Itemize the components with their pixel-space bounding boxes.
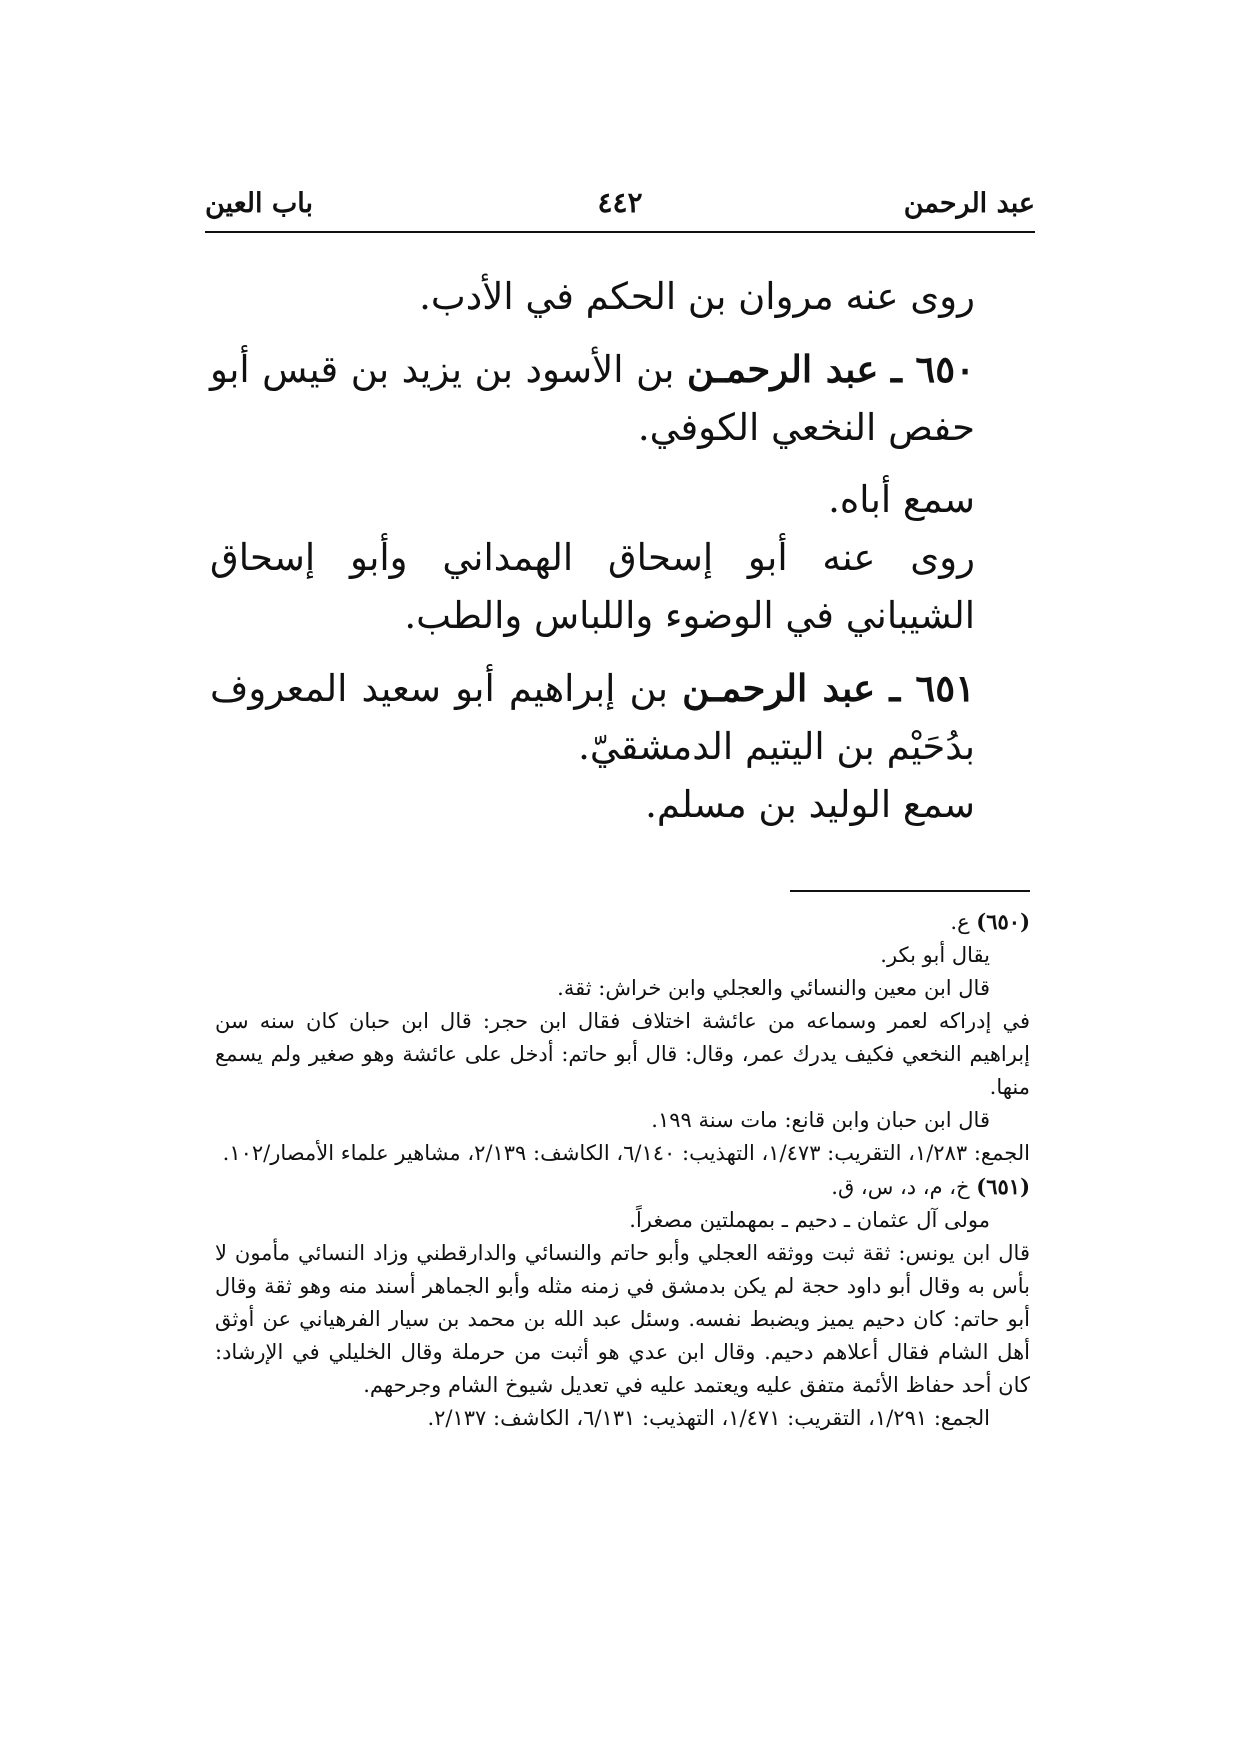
footnote-rule bbox=[790, 890, 1030, 892]
footnote-line: قال ابن يونس: ثقة ثبت ووثقه العجلي وأبو حاتم والنسائي والدارقطني وزاد النسائي مأمون لا بأس به وقال أبو داود حجة لم يكن بدمشق في زمنه مثله وأبو الجماهر أسند منه وهو ثقة وقال أبو حاتم: كان دحيم يميز ويضبط نفسه. وسئل عبد الله بن محمد بن سيار الفرهياني عن أوثق أهل الشام فقال أعلاهم دحيم. وقال ابن عدي هو أثبت من حرملة وقال الخليلي في الإرشاد: كان أحد حفاظ الأئمة متفق عليه ويعتمد عليه في تعديل شيوخ الشام وجرحهم. bbox=[215, 1241, 1030, 1397]
header-section-title: باب العين bbox=[205, 188, 314, 219]
footnote-code: ع. bbox=[950, 910, 977, 934]
header-rule bbox=[205, 231, 1035, 233]
entry-651-heard: سمع الوليد بن مسلم. bbox=[645, 783, 975, 826]
entry-650-narrated: روى عنه أبو إسحاق الهمداني وأبو إسحاق الشيباني في الوضوء واللباس والطب. bbox=[210, 536, 975, 637]
entry-name: عبد الرحمـن bbox=[682, 666, 876, 710]
footnote-line: الجمع: ١/٢٨٣، التقريب: ١/٤٧٣، التهذيب: ٦/١٤٠، الكاشف: ٢/١٣٩، مشاهير علماء الأمصار/١٠٢. bbox=[222, 1141, 1030, 1165]
entry-650-heard: سمع أباه. bbox=[828, 478, 975, 521]
entry-number: ٦٥٠ ـ bbox=[890, 347, 976, 391]
narration-line: روى عنه مروان بن الحكم في الأدب. bbox=[419, 275, 975, 318]
entry-lineage: بن الأسود بن يزيد بن قيس أبو حفص النخعي الكوفي. bbox=[210, 348, 975, 449]
entry-name: عبد الرحمـن bbox=[686, 347, 879, 391]
entry-number: ٦٥١ ـ bbox=[889, 666, 976, 710]
footnote-line: قال ابن معين والنسائي والعجلي وابن خراش: ثقة. bbox=[557, 976, 990, 1000]
footnote-651-header bbox=[215, 1170, 1030, 1204]
footnote-line: يقال أبو بكر. bbox=[880, 943, 990, 967]
footnote-line: في إدراكه لعمر وسماعه من عائشة اختلاف فقال ابن حجر: قال ابن حبان كان سنه سن إبراهيم النخعي فكيف يدرك عمر، وقال: قال أبو حاتم: أدخل على عائشة وهو صغير ولم يسمع منها. bbox=[215, 1009, 1030, 1099]
header-chapter-name: عبد الرحمن bbox=[903, 188, 1035, 219]
entry-651-heading bbox=[210, 659, 1035, 776]
entry-lineage: بن إبراهيم أبو سعيد المعروف بدُحَيْم بن اليتيم الدمشقيّ. bbox=[210, 667, 975, 768]
page-number: ٤٤٢ bbox=[597, 186, 643, 219]
footnote-marker: (٦٥١) bbox=[976, 1174, 1030, 1199]
footnotes bbox=[215, 905, 1030, 1435]
footnote-650-header bbox=[215, 905, 1030, 939]
footnote-marker: (٦٥٠) bbox=[976, 909, 1030, 934]
footnote-code: خ، م، د، س، ق. bbox=[831, 1175, 977, 1199]
footnote-line: الجمع: ١/٢٩١، التقريب: ١/٤٧١، التهذيب: ٦/١٣١، الكاشف: ٢/١٣٧. bbox=[427, 1406, 990, 1430]
footnote-line: قال ابن حبان وابن قانع: مات سنة ١٩٩. bbox=[651, 1108, 990, 1132]
footnote-line: مولى آل عثمان ـ دحيم ـ بمهملتين مصغراً. bbox=[629, 1208, 990, 1232]
main-text bbox=[210, 268, 1035, 834]
entry-650-heading bbox=[210, 340, 1035, 457]
